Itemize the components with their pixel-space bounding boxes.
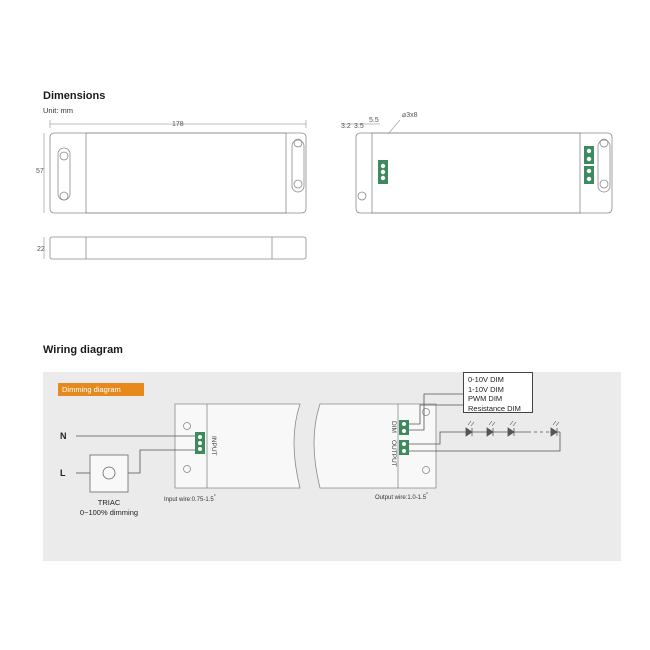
triac-label xyxy=(64,498,154,518)
triac-line-1: TRIAC xyxy=(97,498,121,507)
width-dim: 57 xyxy=(36,168,44,175)
dim-option: PWM DIM xyxy=(468,394,503,403)
dimensions-title: Dimensions xyxy=(43,90,106,102)
length-dim: 178 xyxy=(172,121,184,128)
driver-left-half xyxy=(175,404,300,488)
dim-terminal-label: DIM xyxy=(390,421,397,433)
input-terminal-label: INPUT xyxy=(210,436,217,456)
l-label: L xyxy=(60,468,66,478)
n-label: N xyxy=(60,431,67,441)
input-wire-degree: ° xyxy=(213,494,216,500)
hole-dim-2: 5.5 xyxy=(369,117,379,124)
output-terminal-label: OUTPUT xyxy=(390,440,397,467)
hole-spec: ⌀3x8 xyxy=(402,112,418,119)
triac-line-2: 0~100% dimming xyxy=(79,508,139,517)
triac-dimmer-icon xyxy=(90,455,128,492)
output-wire-caption xyxy=(375,492,428,501)
dim-option: 1-10V DIM xyxy=(468,384,504,394)
led-icon xyxy=(508,428,514,436)
dim-option: Resistance DIM xyxy=(468,403,521,413)
driver-right-half xyxy=(314,404,436,488)
input-wire-text: Input wire:0.75-1.5 xyxy=(164,497,214,503)
led-icon xyxy=(551,428,557,436)
output-wire-text: Output wire:1.0-1.5 xyxy=(375,495,427,501)
output-wire-degree: ° xyxy=(426,492,429,498)
wiring-title: Wiring diagram xyxy=(43,344,123,356)
unit-label: Unit: mm xyxy=(43,106,73,115)
height-dim: 22 xyxy=(37,246,45,253)
dimming-tab[interactable]: Dimming diagram xyxy=(58,383,144,396)
led-icon xyxy=(487,428,493,436)
input-wire-caption xyxy=(164,494,216,503)
led-icon xyxy=(466,428,472,436)
hole-dim-1: 3.5 xyxy=(354,123,364,130)
hole-dim-0: 3.2 xyxy=(341,123,351,130)
hole-spec-value: 3x8 xyxy=(406,112,418,119)
dim-option: 0-10V DIM xyxy=(468,375,504,384)
